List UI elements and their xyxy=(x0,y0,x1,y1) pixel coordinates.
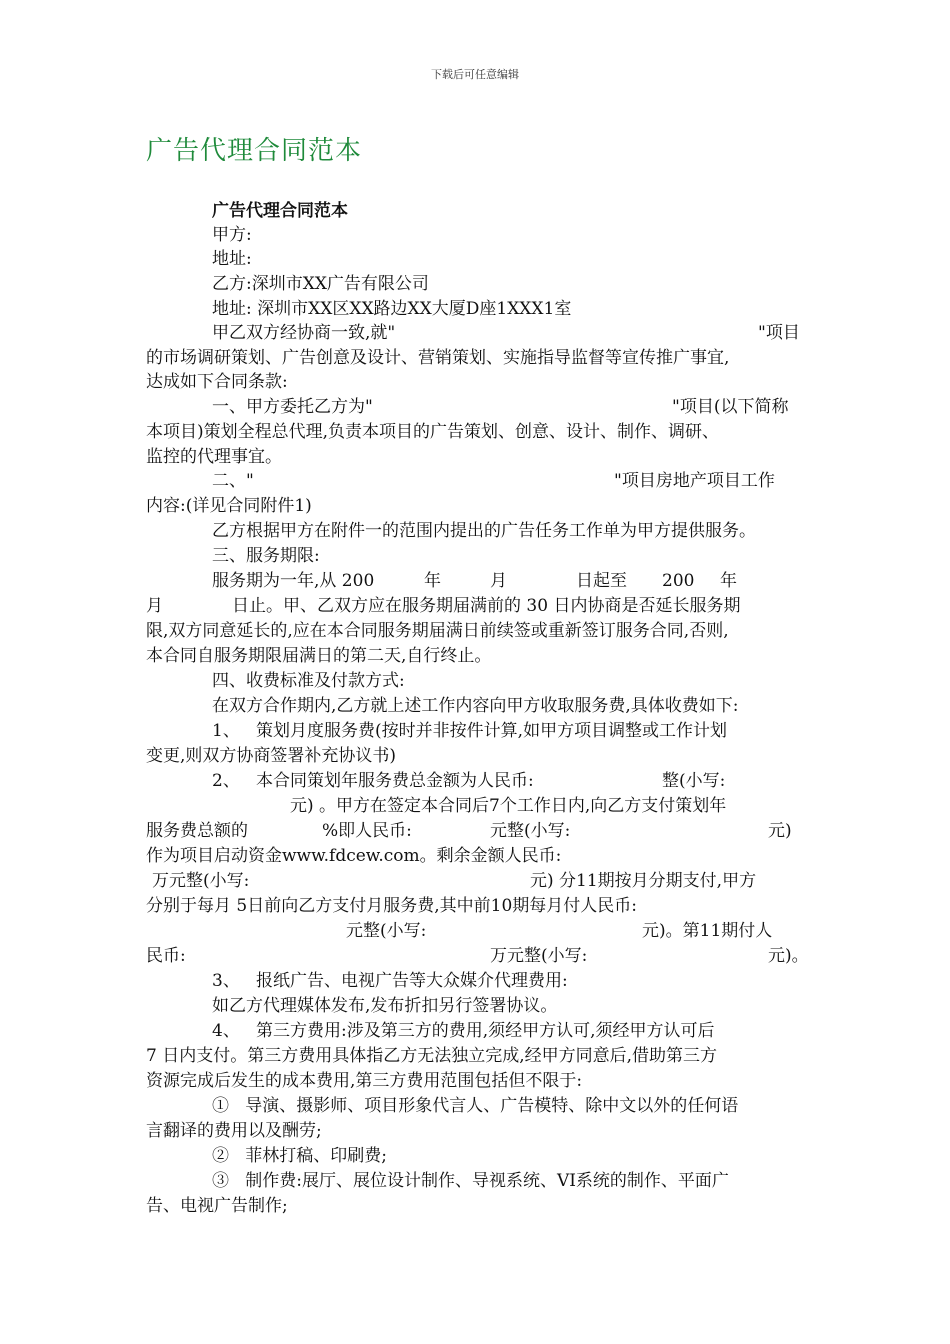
clause-2-line-3: 乙方根据甲方在附件一的范围内提出的广告任务工作单为甲方提供服务。 xyxy=(212,521,756,541)
clause-4-item-4a: 4、 第三方费用:涉及第三方的费用,须经甲方认可,须经甲方认可后 xyxy=(212,1021,715,1041)
clause-4-item-2k: 分别于每月 5日前向乙方支付月服务费,其中前10期每月付人民币: xyxy=(146,896,637,916)
clause-3-year-1: 年 xyxy=(424,571,441,591)
clause-4-intro: 在双方合作期内,乙方就上述工作内容向甲方收取服务费,具体收费如下: xyxy=(212,696,739,716)
clause-3-year-2-number: 200 xyxy=(662,571,695,591)
clause-4-item-1b: 变更,则双方协商签署补充协议书) xyxy=(146,746,397,766)
clause-4-item-2f: 元整(小写: xyxy=(490,821,571,841)
clause-3-line-1a: 服务期为一年,从 200 xyxy=(212,571,375,591)
clause-4-item-4b: 7 日内支付。第三方费用具体指乙方无法独立完成,经甲方同意后,借助第三方 xyxy=(146,1046,718,1066)
clause-4-item-3b: 如乙方代理媒体发布,发布折扣另行签署协议。 xyxy=(212,996,558,1016)
clause-4-item-2n: 民币: xyxy=(146,946,186,966)
document-title: 广告代理合同范本 xyxy=(146,136,363,166)
intro-line-2: 的市场调研策划、广告创意及设计、营销策划、实施指导监督等宣传推广事宜, xyxy=(146,348,730,368)
sub-item-2: ② 菲林打稿、印刷费; xyxy=(212,1146,387,1166)
clause-4-item-3a: 3、 报纸广告、电视广告等大众媒介代理费用: xyxy=(212,971,568,991)
sub-item-1b: 言翻译的费用以及酬劳; xyxy=(146,1121,322,1141)
clause-4-item-4c: 资源完成后发生的成本费用,第三方费用范围包括但不限于: xyxy=(146,1071,583,1091)
clause-3-line-4: 本合同自服务期限届满日的第二天,自行终止。 xyxy=(146,646,492,666)
party-a: 甲方: xyxy=(212,225,252,245)
clause-4-item-2i: 万元整(小写: xyxy=(152,871,250,891)
intro-line-1a: 甲乙双方经协商一致,就" xyxy=(212,323,396,343)
clause-2-line-2: 内容:(详见合同附件1) xyxy=(146,496,312,516)
clause-1-line-1b: "项目(以下简称 xyxy=(672,397,789,417)
clause-1-line-1a: 一、甲方委托乙方为" xyxy=(212,397,373,417)
clause-4-item-2m: 元)。第11期付人 xyxy=(642,921,773,941)
clause-3-day-start: 日起至 xyxy=(576,571,627,591)
intro-line-3: 达成如下合同条款: xyxy=(146,372,288,392)
address-b: 地址: 深圳市XX区XX路边XX大厦D座1XXX1室 xyxy=(212,299,572,319)
clause-1-line-2: 本项目)策划全程总代理,负责本项目的广告策划、创意、设计、制作、调研、 xyxy=(146,422,720,442)
clause-3-year-2: 年 xyxy=(720,571,737,591)
clause-3-line-3: 限,双方同意延长的,应在本合同服务期届满日前续签或重新签订服务合同,否则, xyxy=(146,621,729,641)
clause-4-item-2d: 服务费总额的 xyxy=(146,821,248,841)
clause-4-item-2o: 万元整(小写: xyxy=(490,946,588,966)
clause-4-item-2a: 2、 本合同策划年服务费总金额为人民币: xyxy=(212,771,534,791)
clause-2-line-1b: "项目房地产项目工作 xyxy=(614,471,775,491)
clause-3-month-1: 月 xyxy=(490,571,507,591)
clause-2-line-1a: 二、" xyxy=(212,471,254,491)
clause-4-item-2l: 元整(小写: xyxy=(346,921,427,941)
sub-item-3b: 告、电视广告制作; xyxy=(146,1196,288,1216)
clause-4-item-1a: 1、 策划月度服务费(按时并非按件计算,如甲方项目调整或工作计划 xyxy=(212,721,728,741)
header-note: 下载后可任意编辑 xyxy=(431,68,519,81)
sub-item-3a: ③ 制作费:展厅、展位设计制作、导视系统、VI系统的制作、平面广 xyxy=(212,1171,729,1191)
clause-4-item-2j: 元) 分11期按月分期支付,甲方 xyxy=(530,871,757,891)
clause-4-item-2b: 整(小写: xyxy=(662,771,726,791)
contract-heading: 广告代理合同范本 xyxy=(212,201,348,221)
clause-4-item-2c: 元) 。甲方在签定本合同后7个工作日内,向乙方支付策划年 xyxy=(290,796,727,816)
clause-3-title: 三、服务期限: xyxy=(212,546,320,566)
address-a: 地址: xyxy=(212,249,252,269)
clause-4-item-2p: 元)。 xyxy=(768,946,809,966)
clause-4-item-2g: 元) xyxy=(768,821,792,841)
clause-1-line-3: 监控的代理事宜。 xyxy=(146,447,282,467)
clause-3-line-2b: 日止。甲、乙双方应在服务期届满前的 30 日内协商是否延长服务期 xyxy=(232,596,741,616)
party-b: 乙方:深圳市XX广告有限公司 xyxy=(212,274,429,294)
clause-4-item-2h: 作为项目启动资金www.fdcew.com。剩余金额人民币: xyxy=(146,846,562,866)
sub-item-1a: ① 导演、摄影师、项目形象代言人、广告模特、除中文以外的任何语 xyxy=(212,1096,739,1116)
clause-4-item-2e: %即人民币: xyxy=(322,821,412,841)
intro-line-1b: "项目 xyxy=(758,323,800,343)
clause-4-title: 四、收费标准及付款方式: xyxy=(212,671,405,691)
clause-3-line-2a: 月 xyxy=(146,596,163,616)
